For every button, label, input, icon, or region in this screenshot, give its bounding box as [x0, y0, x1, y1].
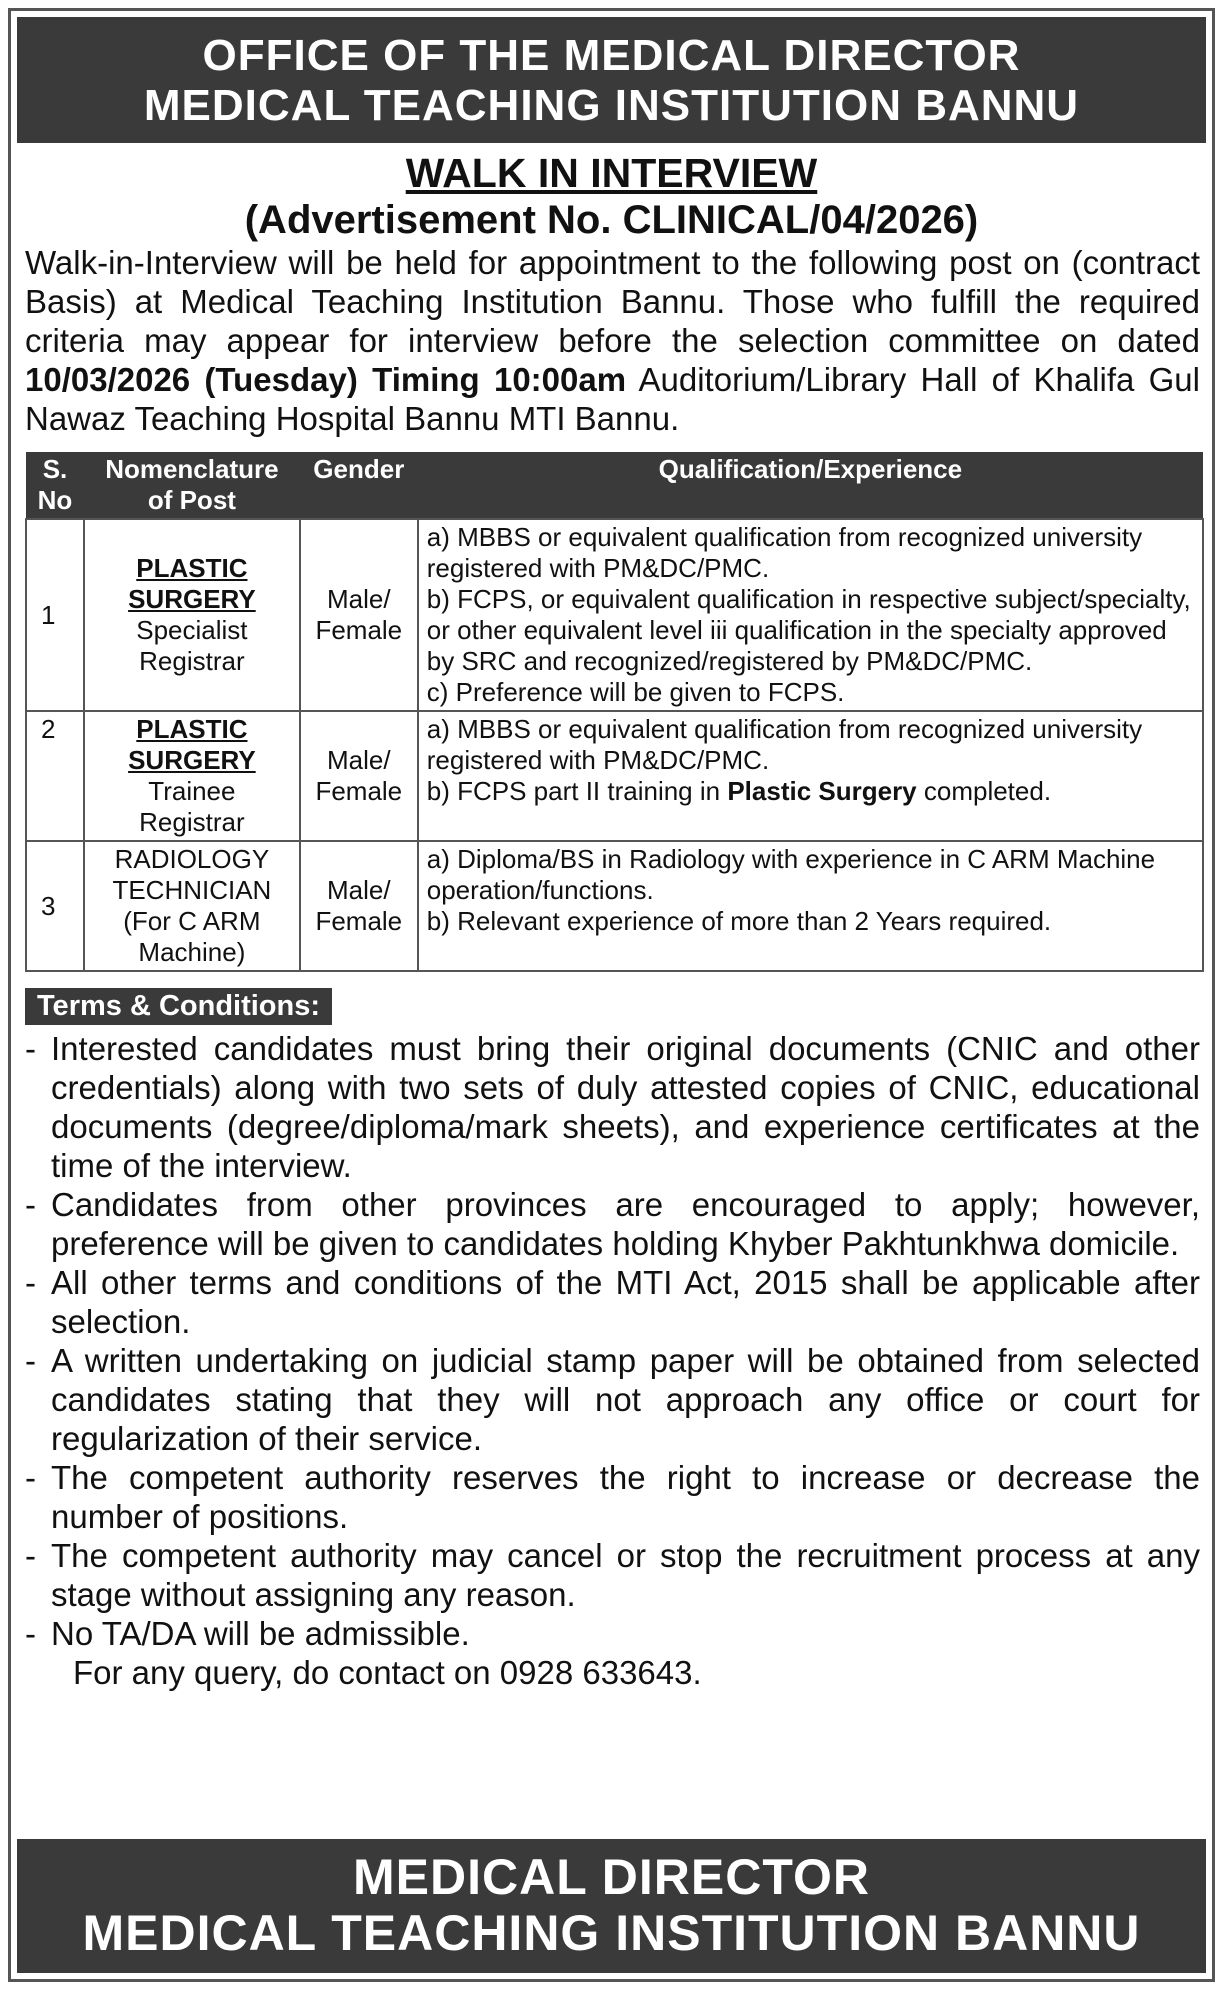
- qualification-item: a) MBBS or equivalent qualification from recognized university registered with PM&DC/PMC.: [426, 714, 1143, 775]
- header-gender: Gender: [300, 452, 418, 519]
- qualification-item: b) FCPS, or equivalent qualification in respective subject/specialty, or other equivalent level iii qualification in the specialty approved by SRC and recognized/registered by PM&DC/PMC.: [426, 584, 1191, 676]
- terms-heading: Terms & Conditions:: [25, 988, 332, 1025]
- footer-signatory: MEDICAL DIRECTOR: [353, 1849, 870, 1905]
- post-designation: Trainee Registrar: [139, 776, 245, 837]
- footer-institution-name: MEDICAL TEACHING INSTITUTION BANNU: [82, 1905, 1141, 1961]
- qualification-item: a) MBBS or equivalent qualification from recognized university registered with PM&DC/PMC.: [426, 522, 1143, 583]
- qualification-item: a) Diploma/BS in Radiology with experience in C ARM Machine operation/functions.: [426, 844, 1156, 905]
- row-post: [84, 519, 300, 711]
- header-banner: [17, 17, 1206, 143]
- row-post: RADIOLOGY TECHNICIAN (For C ARM Machine): [84, 841, 300, 971]
- terms-list: [11, 1025, 1212, 1653]
- post-specialty: PLASTIC SURGERY: [128, 553, 256, 614]
- contact-line: For any query, do contact on 0928 633643.: [73, 1654, 702, 1691]
- table-row: [26, 711, 1203, 841]
- row-gender: Male/ Female: [300, 711, 418, 841]
- row-qualification: [418, 841, 1203, 971]
- row-qualification: [418, 711, 1203, 841]
- header-office-title: OFFICE OF THE MEDICAL DIRECTOR: [202, 31, 1021, 80]
- qualification-item: c) Preference will be given to FCPS.: [426, 677, 845, 707]
- interview-timing: Timing 10:00am: [357, 361, 627, 398]
- list-item: - A written undertaking on judicial stamp paper will be obtained from selected candidates stating that they will not approach any office or court for regularization of their service.: [25, 1342, 1200, 1457]
- header-institution-name: MEDICAL TEACHING INSTITUTION BANNU: [143, 81, 1080, 130]
- page-title: WALK IN INTERVIEW: [405, 150, 818, 196]
- post-specialty: PLASTIC SURGERY: [128, 714, 256, 775]
- row-sno: 2: [26, 711, 84, 841]
- table-row: [26, 519, 1203, 711]
- footer-banner: [17, 1839, 1206, 1973]
- advertisement-page: [8, 8, 1215, 1982]
- header-sno: S. No: [26, 452, 84, 519]
- advertisement-number: (Advertisement No. CLINICAL/04/2026): [244, 198, 979, 242]
- row-qualification: [418, 519, 1203, 711]
- intro-venue: Auditorium/Library Hall of Khalifa Gul Nawaz Teaching Hospital Bannu MTI Bannu.: [25, 361, 1200, 437]
- list-item: - No TA/DA will be admissible.: [25, 1615, 470, 1652]
- table-header-row: [26, 452, 1203, 519]
- row-gender: Male/ Female: [300, 841, 418, 971]
- row-sno: 3: [26, 841, 84, 971]
- interview-date: 10/03/2026 (Tuesday): [25, 361, 358, 398]
- row-post: [84, 711, 300, 841]
- header-qualification: Qualification/Experience: [418, 452, 1203, 519]
- list-item: - The competent authority may cancel or stop the recruitment process at any stage without assigning any reason.: [25, 1537, 1200, 1613]
- row-gender: Male/ Female: [300, 519, 418, 711]
- table-row: [26, 841, 1203, 971]
- row-sno: 1: [26, 519, 84, 711]
- posts-table: [25, 452, 1204, 972]
- list-item: - The competent authority reserves the right to increase or decrease the number of positions.: [25, 1459, 1200, 1535]
- intro-text: Walk-in-Interview will be held for appointment to the following post on (contract Basis) at Medical Teaching Institution Bannu. Those who fulfill the required criteria may appear for interview before the selection committee on dated: [25, 244, 1200, 359]
- list-item: - Candidates from other provinces are encouraged to apply; however, preference will be given to candidates holding Khyber Pakhtunkhwa domicile.: [25, 1186, 1200, 1262]
- post-designation: Specialist Registrar: [136, 615, 248, 676]
- intro-paragraph: [11, 243, 1212, 438]
- list-item: - Interested candidates must bring their original documents (CNIC and other credentials) along with two sets of duly attested copies of CNIC, educational documents (degree/diploma/mark sheets), and experience certificates at the time of the interview.: [25, 1030, 1200, 1184]
- header-post: Nomenclature of Post: [84, 452, 300, 519]
- qualification-item: b) FCPS part II training in Plastic Surgery completed.: [426, 776, 1052, 806]
- list-item: - All other terms and conditions of the MTI Act, 2015 shall be applicable after selection.: [25, 1264, 1200, 1340]
- qualification-item: b) Relevant experience of more than 2 Years required.: [426, 906, 1052, 936]
